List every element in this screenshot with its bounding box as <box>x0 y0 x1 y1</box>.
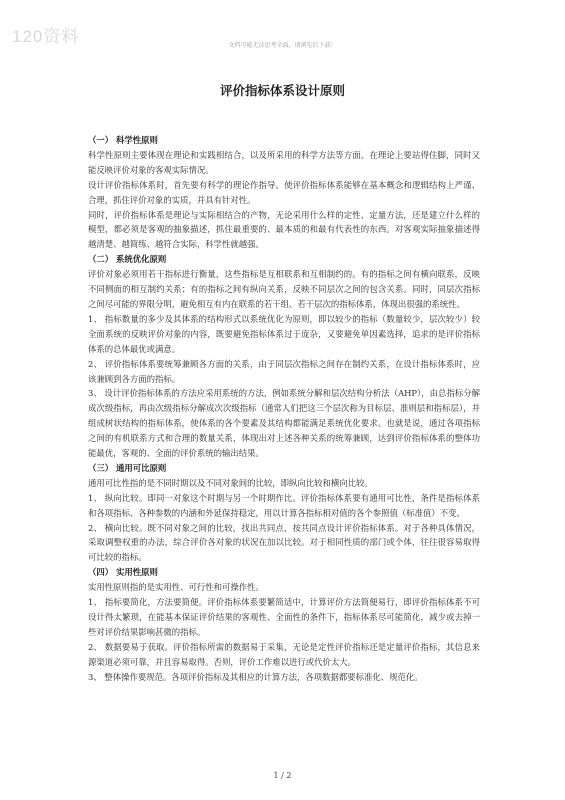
paragraph: 3、 设计评价指标体系的方法应采用系统的方法，例如系统分解和层次结构分析法（AHP），由总指标分解成次级指标，再由次级指标分解成次次级指标（通常人们把这三个层次称为目标层、准则层和指标层），并组成树状结构的指标体系，使体系的各个要素及其结构都能满足系统优化要求。也就是说，通过各项指标之间的有机联系方式和合理的数量关系，体现出对上述各种关系的统筹兼顾，达到评价指标体系的整体功能最优，客观的、全面的评价系统的输出结果。 <box>88 388 480 459</box>
section-system-optimization <box>88 252 480 461</box>
document-title: 评价指标体系设计原则 <box>219 83 345 98</box>
section-heading: （二） 系统优化原则 <box>88 254 167 265</box>
paragraph: 同时，评价指标体系是理论与实际相结合的产物，无论采用什么样的定性、定量方法，还是建立什么样的模型，都必须是客观的抽象描述，抓住最重要的、最本质的和最有代表性的东西。对客观实际抽象描述得越清楚、越简练、越符合实际，科学性就越强。 <box>88 209 480 250</box>
paragraph: 3、 整体操作要规范。各项评价指标及其相应的计算方法，各项数据都要标准化、规范化。 <box>88 671 423 682</box>
page-number: 1 / 2 <box>273 771 292 780</box>
paragraph: 1、 纵向比较。即同一对象这个时期与另一个时期作比。评价指标体系要有通用可比性，条件是指标体系和各项指标、各种参数的内涵和外延保持稳定，用以计算各指标相对值的各个参照值（标准值）不变。 <box>88 492 480 518</box>
paragraph: 1、 指标数量的多少及其体系的结构形式以系统优化为原则，即以较少的指标（数量较少，层次较少）较全面系统的反映评价对象的内容，既要避免指标体系过于庞杂，又要避免单因素选择，追求的是评价指标体系的总体最优或满意。 <box>88 313 480 354</box>
paragraph: 实用性原则指的是实用性、可行性和可操作性。 <box>88 582 264 593</box>
section-practicality <box>88 565 480 684</box>
paragraph: 科学性原则主要体现在理论和实践相结合，以及所采用的科学方法等方面。在理论上要站得住脚，同时又能反映评价对象的客观实际情况。 <box>88 149 480 175</box>
section-heading: （四） 实用性原则 <box>88 567 158 578</box>
paragraph: 1、 指标要简化，方法要简便。评价指标体系要繁简适中，计算评价方法简便易行，即评价指标体系不可设计得太繁琐，在能基本保证评价结果的客观性、全面性的条件下，指标体系尽可能简化，减少或去掉一些对评价结果影响甚微的指标。 <box>88 597 480 637</box>
watermark-logo: 120资料 <box>12 27 80 46</box>
section-comparability <box>88 461 480 565</box>
paragraph: 2、 评价指标体系要统筹兼顾各方面的关系，由于同层次指标之间存在制约关系，在设计指标体系时，应该兼顾到各方面的指标。 <box>88 358 480 384</box>
paragraph: 2、 数据要易于获取。评价指标所需的数据易于采集，无论是定性评价指标还是定量评价指标，其信息来源渠道必须可靠，并且容易取得。否则，评价工作难以进行或代价太大。 <box>88 641 480 667</box>
header-note: 文档可能无法思考全面，请浏览后下载！ <box>228 42 337 49</box>
paragraph: 2、 横向比较。既不同对象之间的比较，找出共同点，按共同点设计评价指标体系。对于各种具体情况，采取调整权重的办法，综合评价各对象的状况在加以比较。对于相同性质的部门或个体，往往很容易取得可比较的指标。 <box>88 522 480 563</box>
section-heading: （三） 通用可比原则 <box>88 462 167 473</box>
section-heading: （一） 科学性原则 <box>88 135 158 145</box>
document-body <box>88 133 480 685</box>
paragraph: 通用可比性指的是不同时期以及不同对象间的比较，即纵向比较和横向比较。 <box>88 477 373 488</box>
section-scientific <box>88 133 480 252</box>
paragraph: 评价对象必须用若干指标进行衡量，这些指标是互相联系和互相制约的。有的指标之间有横向联系，反映不同侧面的相互制约关系；有的指标之间有纵向关系，反映不同层次之间的包含关系。同时，同层次指标之间尽可能的界限分明，避免相互有内在联系的若干组、若干层次的指标体系，体现出很强的系统性。 <box>88 269 480 309</box>
paragraph: 设计评价指标体系时，首先要有科学的理论作指导。使评价指标体系能够在基本概念和逻辑结构上严谨、合理，抓住评价对象的实质，并具有针对性。 <box>88 179 480 205</box>
